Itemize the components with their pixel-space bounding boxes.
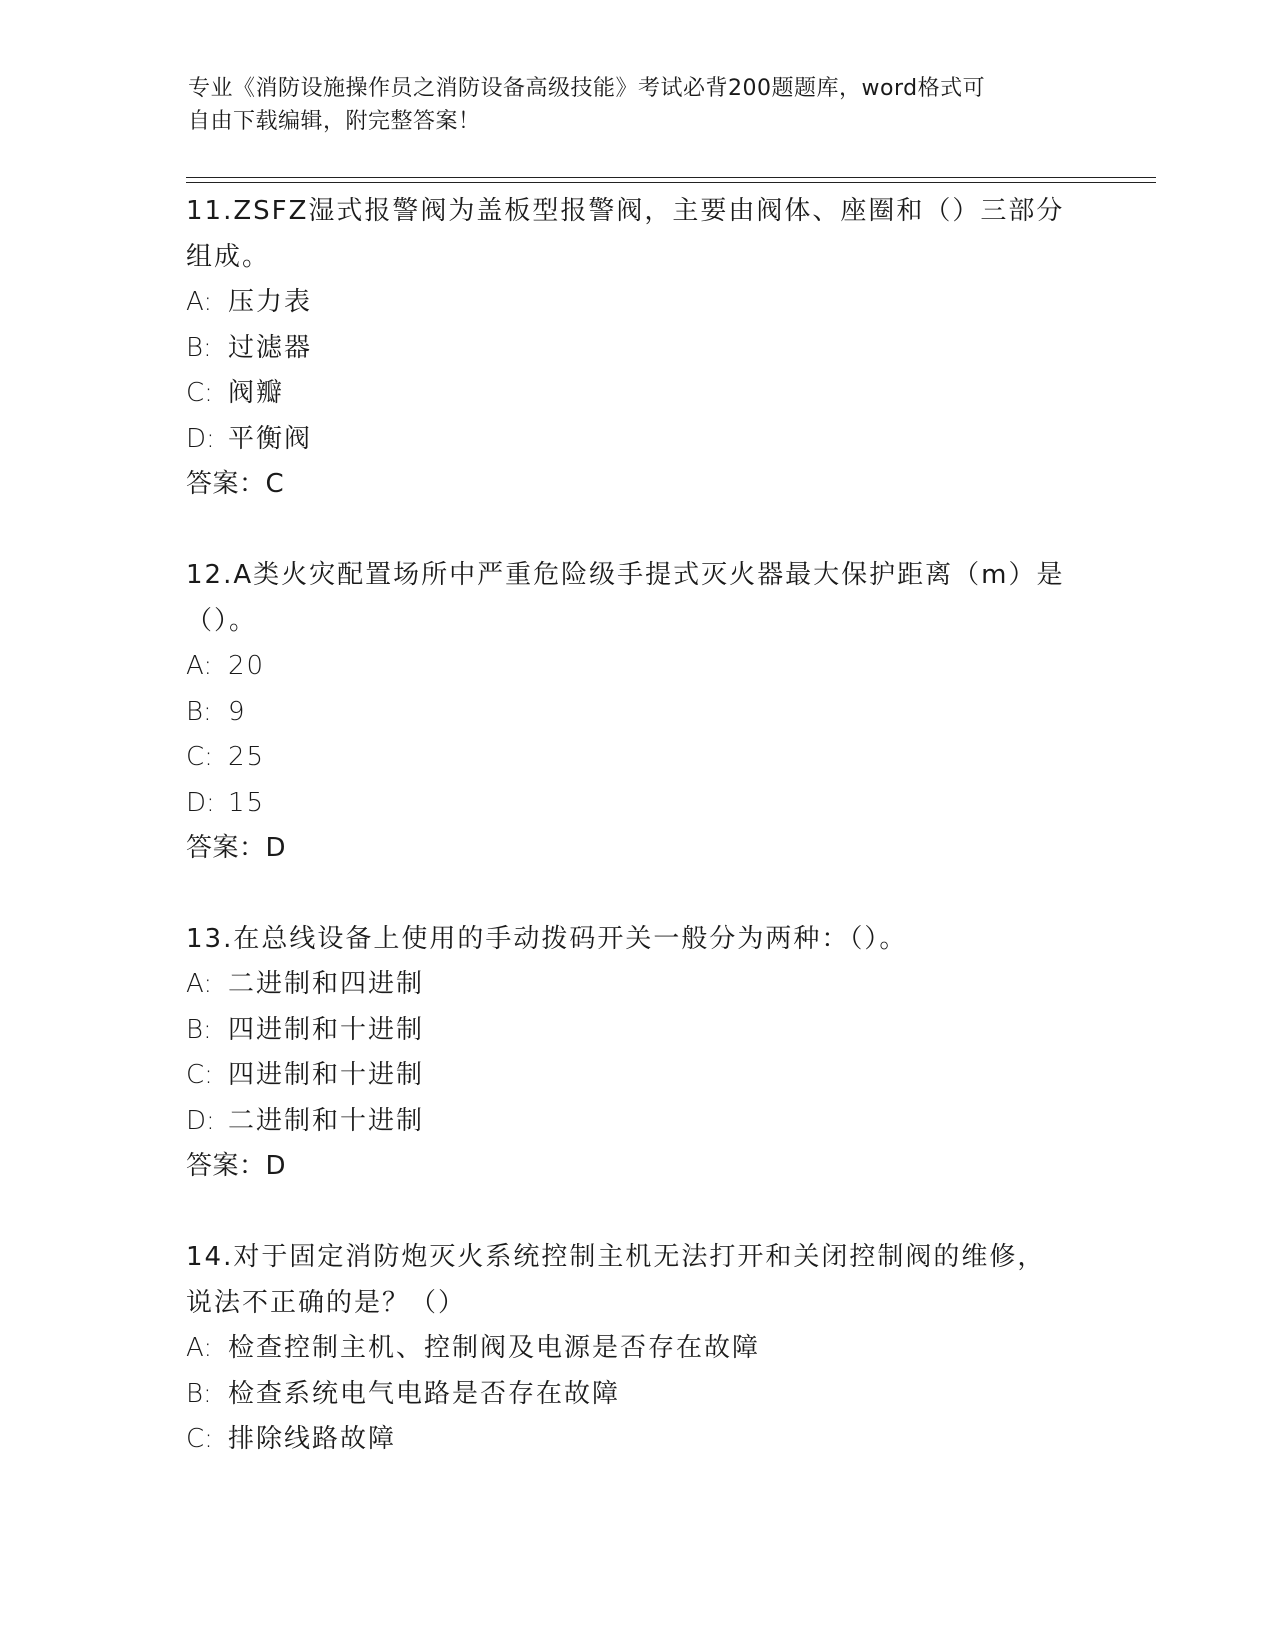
question-stem-line: 组成。: [186, 242, 271, 272]
option-c: [186, 371, 1086, 417]
option-c: [186, 1417, 1086, 1463]
option-text: 二进制和四进制: [228, 969, 425, 999]
option-letter: D:: [186, 787, 215, 818]
option-letter: B:: [186, 1014, 212, 1045]
option-a: [186, 644, 1086, 690]
option-text: 排除线路故障: [228, 1424, 397, 1454]
question-11: [186, 188, 1086, 507]
question-14: [186, 1234, 1086, 1463]
option-letter: A:: [186, 969, 213, 999]
option-d: [186, 1099, 1086, 1145]
option-a: [186, 280, 1086, 326]
question-stem: [186, 552, 1086, 644]
answer-line: 答案：D: [186, 1151, 287, 1181]
option-letter: D:: [186, 1105, 215, 1136]
answer-line: 答案：D: [186, 833, 287, 863]
question-stem-line: 13.在总线设备上使用的手动拨码开关一般分为两种：（）。: [186, 924, 908, 954]
question-stem: [186, 1234, 1086, 1326]
option-text: 20: [228, 651, 266, 681]
option-c: [186, 735, 1086, 781]
option-text: 四进制和十进制: [228, 1060, 425, 1090]
option-text: 阀瓣: [228, 378, 285, 408]
question-stem-line: 14.对于固定消防炮灭火系统控制主机无法打开和关闭控制阀的维修，: [186, 1242, 1046, 1272]
option-text: 压力表: [228, 287, 313, 317]
option-letter: A:: [186, 651, 213, 681]
option-a: [186, 962, 1086, 1008]
answer-line: 答案：C: [186, 469, 285, 499]
question-stem-line: 说法不正确的是？（）: [186, 1288, 467, 1318]
question-list: [186, 188, 1086, 1463]
question-stem-line: 12.A类火灾配置场所中严重危险级手提式灭火器最大保护距离（m）是: [186, 560, 1065, 590]
option-c: [186, 1053, 1086, 1099]
option-letter: D:: [186, 423, 215, 454]
option-text: 平衡阀: [228, 423, 313, 454]
option-text: 15: [228, 787, 266, 818]
document-header: [188, 72, 1068, 138]
question-stem-line: （）。: [186, 606, 258, 636]
option-d: [186, 417, 1086, 463]
question-12: [186, 552, 1086, 871]
header-divider-top: [186, 177, 1156, 178]
option-letter: C:: [186, 742, 213, 772]
option-letter: B:: [186, 332, 212, 363]
option-letter: C:: [186, 378, 213, 408]
option-text: 二进制和十进制: [228, 1105, 425, 1136]
option-letter: B:: [186, 696, 212, 727]
option-text: 四进制和十进制: [228, 1014, 425, 1045]
option-letter: A:: [186, 287, 213, 317]
question-stem: [186, 188, 1086, 280]
option-b: [186, 690, 1086, 736]
option-letter: B:: [186, 1378, 212, 1409]
header-divider-bottom: [186, 182, 1156, 183]
question-13: [186, 916, 1086, 1189]
option-b: [186, 1372, 1086, 1418]
option-letter: C:: [186, 1424, 213, 1454]
option-text: 25: [228, 742, 266, 772]
option-letter: C:: [186, 1060, 213, 1090]
question-stem: [186, 916, 1086, 962]
option-b: [186, 1008, 1086, 1054]
header-line-2: 自由下载编辑，附完整答案！: [188, 109, 481, 134]
option-letter: A:: [186, 1333, 213, 1363]
option-text: 检查控制主机、控制阀及电源是否存在故障: [228, 1333, 761, 1363]
option-d: [186, 781, 1086, 827]
question-stem-line: 11.ZSFZ湿式报警阀为盖板型报警阀，主要由阀体、座圈和（）三部分: [186, 196, 1065, 226]
option-text: 过滤器: [228, 332, 313, 363]
option-text: 9: [228, 696, 247, 727]
option-b: [186, 326, 1086, 372]
header-line-1: 专业《消防设施操作员之消防设备高级技能》考试必背200题题库，word格式可: [188, 76, 986, 101]
option-text: 检查系统电气电路是否存在故障: [228, 1378, 621, 1409]
option-a: [186, 1326, 1086, 1372]
